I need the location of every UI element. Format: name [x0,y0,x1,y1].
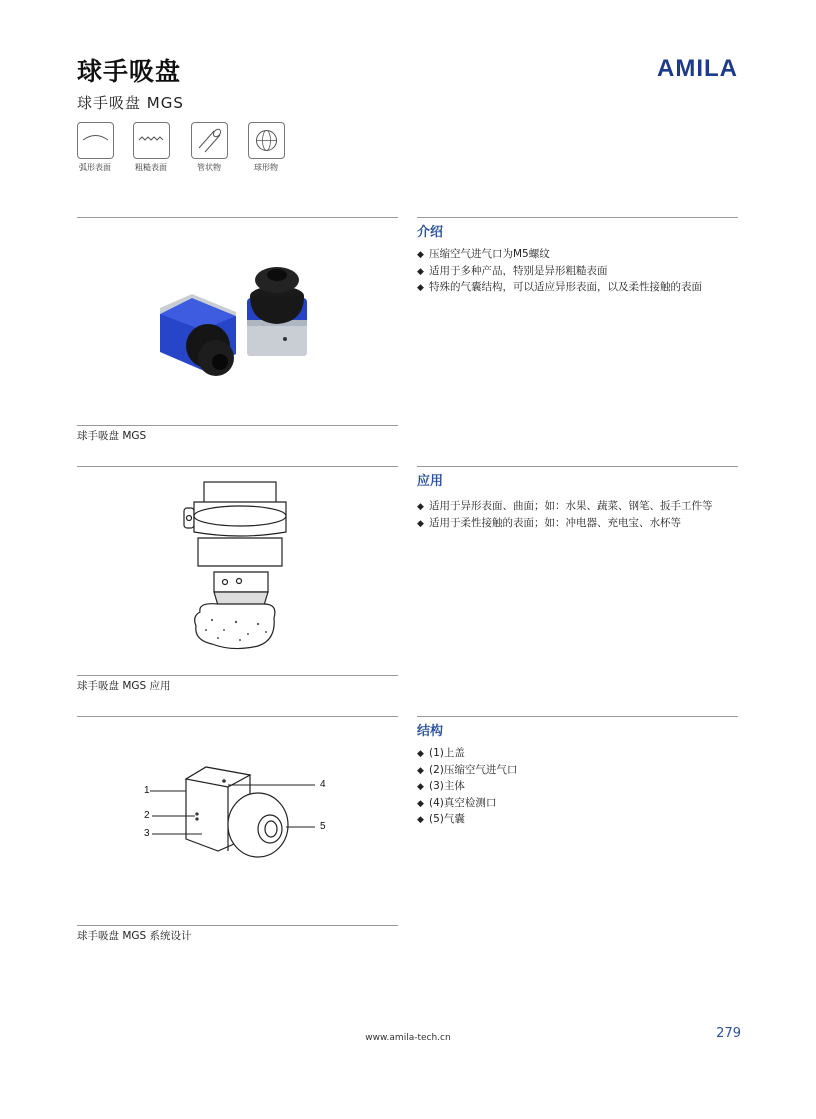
surface-label: 弧形表面 [79,163,111,172]
caption-divider [77,925,398,926]
callout-label: 1 [144,785,150,796]
list-item: ◆ 特殊的气囊结构，可以适应异形表面，以及柔性接触的表面 [417,281,702,293]
list-item: ◆ (5)气囊 [417,813,465,825]
callout-label: 5 [320,821,326,832]
section-divider [417,217,738,218]
list-item: ◆ 压缩空气进气口为M5螺纹 [417,248,550,260]
rough-surface-icon [133,122,170,159]
section-divider [417,466,738,467]
list-item: ◆ 适用于异形表面、曲面；如：水果、蔬菜、钢笔、扳手工件等 [417,500,713,512]
section-divider [77,466,398,467]
figure-caption: 球手吸盘 MGS 系统设计 [77,930,192,942]
caption-divider [77,675,398,676]
figure-caption: 球手吸盘 MGS [77,430,147,442]
footer-url[interactable]: www.amila-tech.cn [365,1033,451,1043]
list-item: ◆ (2)压缩空气进气口 [417,763,518,776]
sphere-icon [248,122,285,159]
brand-logo: AMILA [657,55,738,82]
list-item: ◆ (1)上盖 [417,747,465,759]
structure-diagram [140,765,340,865]
page-subtitle: 球手吸盘 MGS [77,94,184,112]
list-item: ◆ (3)主体 [417,780,465,792]
callout-label: 3 [144,828,150,839]
section-title-structure: 结构 [417,724,444,739]
product-photo [150,258,320,398]
surface-label: 粗糙表面 [135,163,167,172]
tube-icon [191,122,228,159]
application-illustration [178,480,288,655]
section-divider [77,716,398,717]
list-item: ◆ 适用于多种产品，特别是异形粗糙表面 [417,264,608,277]
surface-label: 球形物 [254,163,278,172]
list-item: ◆ (4)真空检测口 [417,796,497,809]
list-item: ◆ 适用于柔性接触的表面；如：冲电器、充电宝、水杯等 [417,516,681,529]
structure-bullet-list [417,745,517,828]
application-bullet-list [417,498,713,531]
section-title-application: 应用 [417,474,444,489]
callout-label: 2 [144,810,150,821]
figure-caption: 球手吸盘 MGS 应用 [77,680,171,692]
section-divider [77,217,398,218]
intro-bullet-list [417,246,702,296]
section-divider [417,716,738,717]
page-title: 球手吸盘 [77,57,182,86]
callout-label: 4 [320,779,326,790]
arc-surface-icon [77,122,114,159]
section-title-intro: 介绍 [417,225,444,240]
caption-divider [77,425,398,426]
page-number: 279 [716,1026,741,1041]
surface-label: 管状物 [197,163,221,172]
